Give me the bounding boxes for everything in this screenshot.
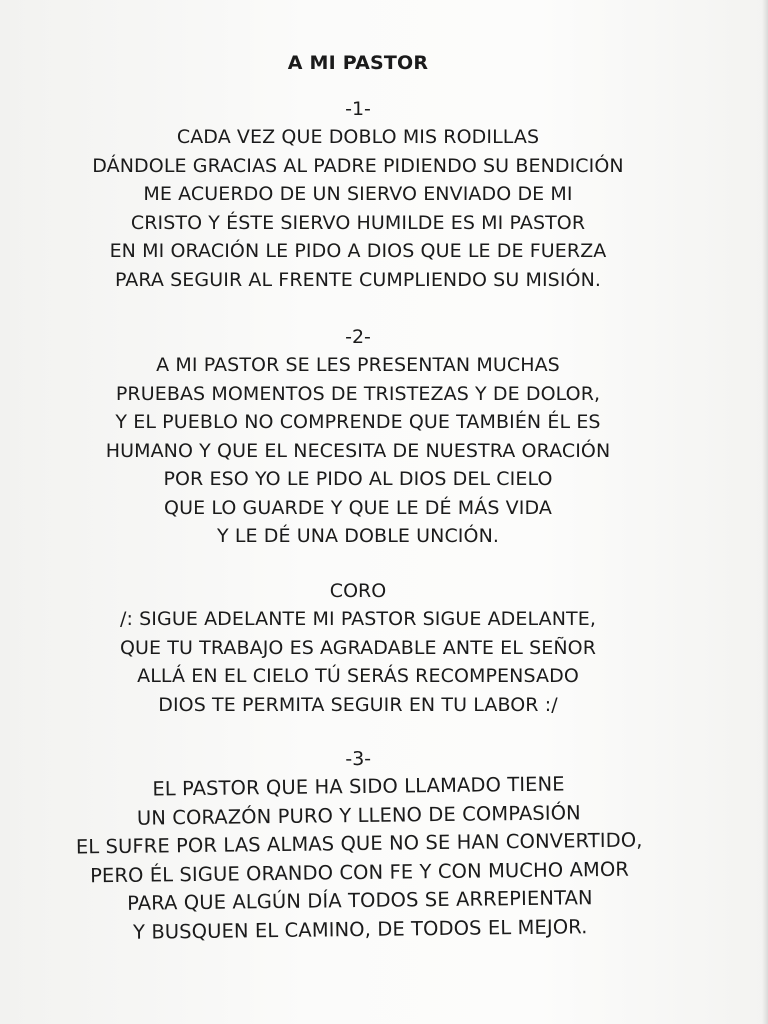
lyric-line: Y EL PUEBLO NO COMPRENDE QUE TAMBIÉN ÉL ES [115, 411, 601, 433]
lyric-line: QUE TU TRABAJO ES AGRADABLE ANTE EL SEÑOR [119, 636, 597, 659]
lyric-line: UN CORAZÓN PURO Y LLENO DE COMPASIÓN [136, 800, 581, 830]
lyric-line: POR ESO YO LE PIDO AL DIOS DEL CIELO [163, 468, 553, 490]
lyric-line: ALLÁ EN EL CIELO TÚ SERÁS RECOMPENSADO [137, 665, 579, 687]
lyric-line: EN MI ORACIÓN LE PIDO A DIOS QUE LE DE FUERZA [109, 240, 607, 262]
lyric-line: DIOS TE PERMITA SEGUIR EN TU LABOR :/ [158, 693, 558, 716]
song-title: A MI PASTOR [287, 52, 429, 74]
lyric-line: EL SUFRE POR LAS ALMAS QUE NO SE HAN CONVERTIDO, [75, 828, 643, 859]
stanza-1 [0, 95, 716, 294]
page-edge-shadow [762, 0, 768, 1024]
chorus [0, 577, 716, 719]
lyric-line: EL PASTOR QUE HA SIDO LLAMADO TIENE [152, 772, 565, 801]
lyric-line: A MI PASTOR SE LES PRESENTAN MUCHAS [156, 354, 560, 376]
lyric-line: PARA SEGUIR AL FRENTE CUMPLIENDO SU MISIÓN. [114, 268, 602, 291]
stanza-heading: -2- [345, 326, 371, 348]
lyric-line: CADA VEZ QUE DOBLO MIS RODILLAS [176, 126, 540, 148]
lyric-line: CRISTO Y ÉSTE SIERVO HUMILDE ES MI PASTOR [130, 211, 586, 234]
lyric-line: Y LE DÉ UNA DOBLE UNCIÓN. [216, 525, 500, 547]
lyric-line: PERO ÉL SIGUE ORANDO CON FE Y CON MUCHO AMOR [89, 857, 630, 887]
lyric-line: ME ACUERDO DE UN SIERVO ENVIADO DE MI [143, 183, 573, 205]
lyric-line: Y BUSQUEN EL CAMINO, DE TODOS EL MEJOR. [132, 914, 588, 944]
stanza-heading: -3- [345, 747, 372, 771]
lyric-line: DÁNDOLE GRACIAS AL PADRE PIDIENDO SU BENDICIÓN [92, 154, 624, 177]
chorus-heading: CORO [329, 580, 387, 602]
stanza-heading: -1- [345, 98, 371, 120]
stanza-3 [0, 741, 718, 949]
lyric-line: HUMANO Y QUE EL NECESITA DE NUESTRA ORACIÓN [105, 439, 611, 462]
lyric-line: PRUEBAS MOMENTOS DE TRISTEZAS Y DE DOLOR, [115, 382, 601, 405]
stanza-2 [0, 323, 716, 551]
lyric-line: PARA QUE ALGÚN DÍA TODOS SE ARREPIENTAN [127, 886, 593, 915]
lyric-line: /: SIGUE ADELANTE MI PASTOR SIGUE ADELANTE, [120, 608, 596, 630]
lyric-line: QUE LO GUARDE Y QUE LE DÉ MÁS VIDA [164, 496, 552, 519]
